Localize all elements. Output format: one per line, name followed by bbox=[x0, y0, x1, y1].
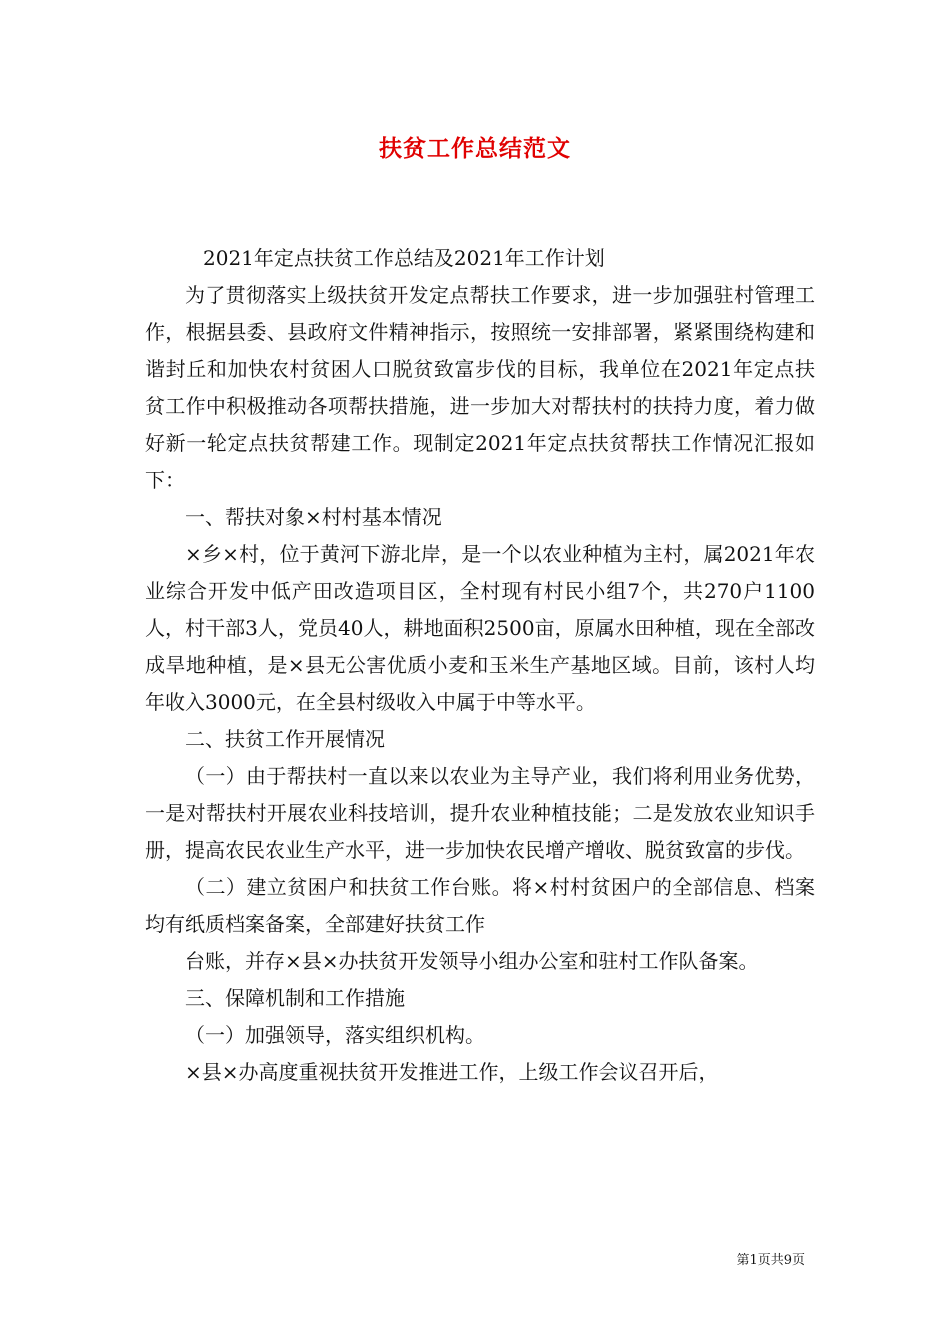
section-heading-2: 二、扶贫工作开展情况 bbox=[185, 727, 385, 751]
section-heading-1: 一、帮扶对象×村村基本情况 bbox=[185, 505, 442, 529]
paragraph-intro: 为了贯彻落实上级扶贫开发定点帮扶工作要求，进一步加强驻村管理工作，根据县委、县政府文件精神指示，按照统一安排部署，紧紧围绕构建和谐封丘和加快农村贫困人口脱贫致富步伐的目标，我单位在2021年定点扶贫工作中积极推动各项帮扶措施，进一步加大对帮扶村的扶持力度，着力做好新一轮定点扶贫帮建工作。现制定2021年定点扶贫帮扶工作情况汇报如下： bbox=[145, 283, 815, 492]
paragraph-item-1: （一）由于帮扶村一直以来以农业为主导产业，我们将利用业务优势，一是对帮扶村开展农业科技培训，提升农业种植技能；二是发放农业知识手册，提高农民农业生产水平，进一步加快农民增产增收、脱贫致富的步伐。 bbox=[145, 764, 815, 862]
page-number: 第1页共9页 bbox=[736, 1253, 805, 1268]
document-title: 扶贫工作总结范文 bbox=[379, 135, 571, 162]
paragraph-leadership: ×县×办高度重视扶贫开发推进工作，上级工作会议召开后， bbox=[185, 1060, 719, 1084]
paragraph-village-info: ×乡×村，位于黄河下游北岸，是一个以农业种植为主村，属2021年农业综合开发中低产田改造项目区，全村现有村民小组7个，共270户1100人，村干部3人，党员40人，耕地面积2500亩，原属水田种植，现在全部改成旱地种植，是×县无公害优质小麦和玉米生产基地区域。目前，该村人均年收入3000元，在全县村级收入中属于中等水平。 bbox=[145, 542, 815, 714]
paragraph-item-2-cont: 台账，并存×县×办扶贫开发领导小组办公室和驻村工作队备案。 bbox=[185, 949, 759, 973]
section-heading-3: 三、保障机制和工作措施 bbox=[185, 986, 405, 1010]
document-body bbox=[145, 240, 815, 1091]
paragraph-item-2: （二）建立贫困户和扶贫工作台账。将×村村贫困户的全部信息、档案均有纸质档案备案，全部建好扶贫工作 bbox=[145, 875, 815, 936]
document-subtitle: 2021年定点扶贫工作总结及2021年工作计划 bbox=[203, 246, 605, 270]
subsection-heading-1: （一）加强领导，落实组织机构。 bbox=[185, 1023, 485, 1047]
